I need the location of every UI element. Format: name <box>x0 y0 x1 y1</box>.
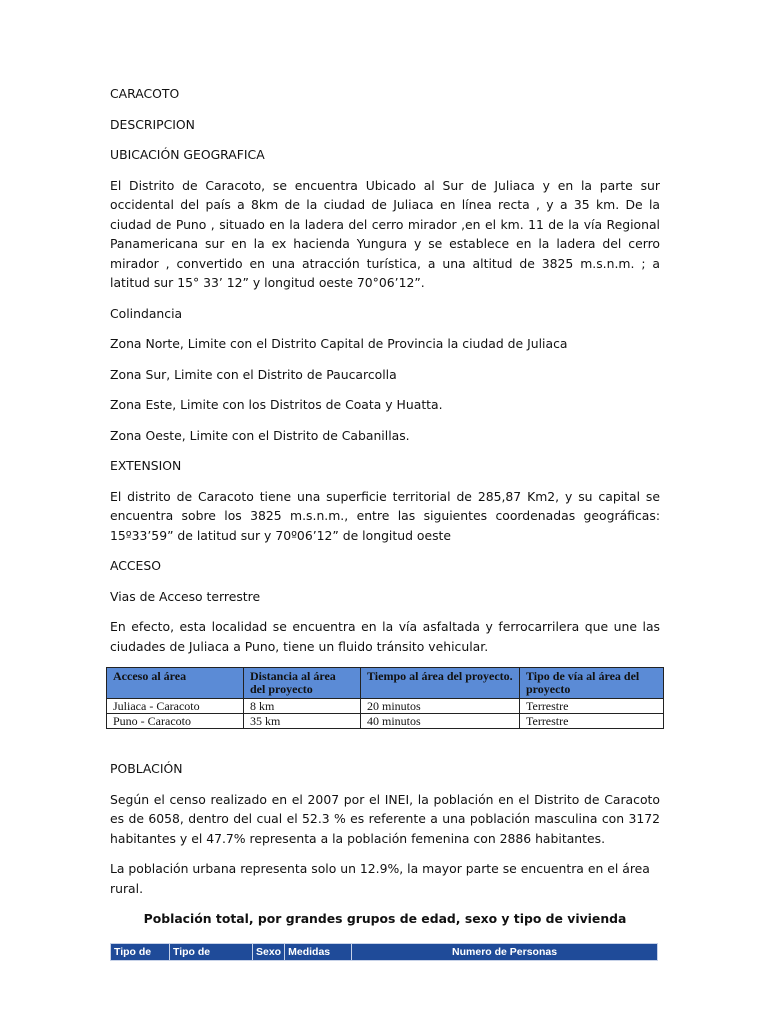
table-cell: Terrestre <box>520 714 664 729</box>
pop-header-numero: Numero de Personas <box>352 943 658 960</box>
access-table <box>106 667 664 729</box>
access-table-header-row <box>107 668 664 699</box>
ubicacion-paragraph: El Distrito de Caracoto, se encuentra Ubicado al Sur de Juliaca y en la parte sur occidental del país a 8km de la ciudad de Juliaca en línea recta , y a 35 km. De la ciudad de Puno , situado en la ladera del cerro mirador ,en el km. 11 de la vía Regional Panamericana sur en la ex hacienda Yungura y se establece en la ladera del cerro mirador , convertido en una atracción turística, a una altitud de 3825 m.s.n.m. ; a latitud sur 15° 33’ 12” y longitud oeste 70°06’12”. <box>110 177 660 290</box>
zona-norte: Zona Norte, Limite con el Distrito Capital de Provincia la ciudad de Juliaca <box>110 336 568 351</box>
population-table <box>110 943 658 961</box>
table-cell: Juliaca - Caracoto <box>107 699 244 714</box>
access-header-tiempo: Tiempo al área del proyecto. <box>361 668 520 699</box>
section-poblacion: POBLACIÓN <box>110 761 183 776</box>
section-colindancia: Colindancia <box>110 305 183 321</box>
pop-table-header-row <box>111 943 658 960</box>
table-row <box>107 714 664 729</box>
pop-table-title: Población total, por grandes grupos de edad, sexo y tipo de vivienda <box>143 911 627 926</box>
pop-header-medidas: Medidas <box>285 943 352 960</box>
pop-header-tipo1: Tipo de <box>111 943 170 960</box>
extension-paragraph: El distrito de Caracoto tiene una superficie territorial de 285,87 Km2, y su capital se encuentra sobre los 3825 m.s.n.m., entre las siguientes coordenadas geográficas: 15º33’59” de latitud sur y 70º06’12” de longitud oeste <box>110 488 660 543</box>
pop-header-sexo: Sexo <box>253 943 285 960</box>
table-cell: 40 minutos <box>361 714 520 729</box>
zona-este: Zona Este, Limite con los Distritos de Coata y Huatta. <box>110 397 443 412</box>
urbana-paragraph: La población urbana representa solo un 12.9%, la mayor parte se encuentra en el área rural. <box>110 861 650 896</box>
doc-title: CARACOTO <box>110 86 180 101</box>
acceso-paragraph: En efecto, esta localidad se encuentra en la vía asfaltada y ferrocarrilera que une las ciudades de Juliaca a Puno, tiene un fluido tránsito vehicular. <box>110 619 660 654</box>
table-cell: Terrestre <box>520 699 664 714</box>
table-cell: 20 minutos <box>361 699 520 714</box>
table-cell: 35 km <box>244 714 361 729</box>
zona-oeste: Zona Oeste, Limite con el Distrito de Cabanillas. <box>110 427 410 443</box>
access-header-tipo: Tipo de vía al área del proyecto <box>520 668 664 699</box>
zona-sur: Zona Sur, Limite con el Distrito de Paucarcolla <box>110 366 397 382</box>
table-cell: Puno - Caracoto <box>107 714 244 729</box>
pop-header-tipo2: Tipo de <box>170 943 253 960</box>
section-ubicacion: UBICACIÓN GEOGRAFICA <box>110 147 265 162</box>
poblacion-paragraph: Según el censo realizado en el 2007 por el INEI, la población en el Distrito de Caracoto es de 6058, dentro del cual el 52.3 % es referente a una población masculina con 3172 habitantes y el 47.7% representa a la población femenina con 2886 habitantes. <box>110 791 660 846</box>
table-row <box>107 699 664 714</box>
section-descripcion: DESCRIPCION <box>110 116 195 132</box>
table-cell: 8 km <box>244 699 361 714</box>
access-header-distancia: Distancia al área del proyecto <box>244 668 361 699</box>
section-extension: EXTENSION <box>110 458 182 473</box>
section-acceso: ACCESO <box>110 558 162 573</box>
access-header-acceso: Acceso al área <box>107 668 244 699</box>
document-page <box>110 84 660 961</box>
vias-acceso: Vias de Acceso terrestre <box>110 588 261 604</box>
